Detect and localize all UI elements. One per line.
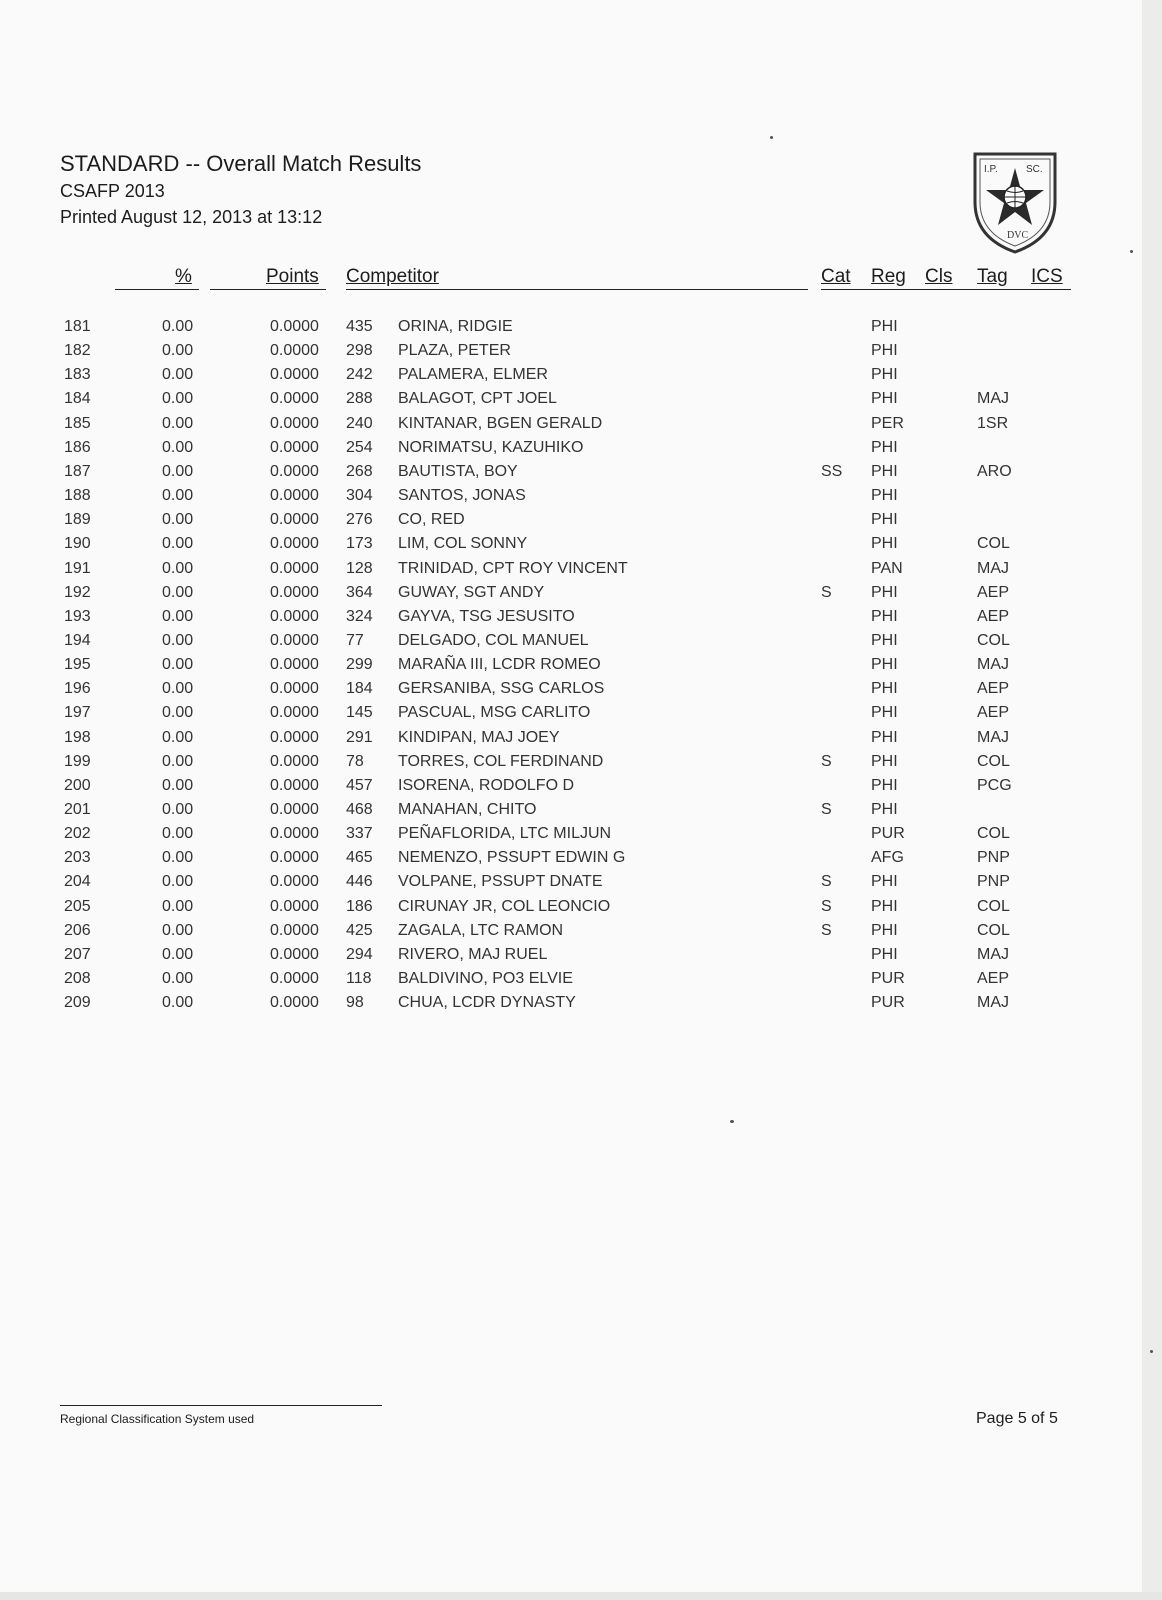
points-cell: 0.0000	[270, 970, 319, 988]
competitor-name-cell: NORIMATSU, KAZUHIKO	[398, 438, 584, 456]
points-cell: 0.0000	[270, 704, 319, 722]
tag-cell: COL	[977, 825, 1010, 843]
category-cell: S	[821, 897, 832, 915]
svg-text:SC.: SC.	[1026, 164, 1043, 175]
competitor-number-cell: 173	[346, 535, 373, 553]
points-cell: 0.0000	[270, 921, 319, 939]
printed-timestamp: Printed August 12, 2013 at 13:12	[60, 207, 323, 227]
competitor-name-cell: KINDIPAN, MAJ JOEY	[398, 728, 560, 746]
tag-cell: AEP	[977, 607, 1010, 625]
rank-cell: 209	[64, 994, 91, 1012]
tag-cell: MAJ	[977, 656, 1009, 674]
percent-cell: 0.00	[162, 994, 194, 1012]
points-cell: 0.0000	[270, 583, 319, 601]
percent-cell: 0.00	[162, 776, 194, 794]
percent-cell: 0.00	[162, 487, 194, 505]
tag-cell: MAJ	[977, 945, 1009, 963]
region-cell: PAN	[871, 559, 903, 577]
region-cell: PHI	[871, 318, 898, 335]
tag-cell: AEP	[977, 970, 1010, 988]
table-row	[0, 560, 1140, 584]
rank-cell: 196	[64, 680, 91, 698]
competitor-name-cell: CIRUNAY JR, COL LEONCIO	[398, 897, 611, 915]
table-row	[0, 511, 1140, 535]
percent-cell: 0.00	[162, 462, 194, 480]
tag-cell: COL	[977, 921, 1010, 939]
competitor-number-cell: 425	[346, 921, 373, 939]
rank-cell: 202	[64, 825, 91, 843]
points-cell: 0.0000	[270, 366, 319, 384]
tag-cell: PNP	[977, 849, 1010, 867]
percent-cell: 0.00	[162, 897, 194, 915]
table-row	[0, 318, 1140, 342]
rank-cell: 207	[64, 945, 91, 963]
points-cell: 0.0000	[270, 318, 319, 335]
competitor-number-cell: 118	[346, 970, 372, 988]
tag-cell: MAJ	[977, 559, 1009, 577]
rank-cell: 186	[64, 438, 91, 456]
table-row	[0, 825, 1140, 849]
points-cell: 0.0000	[270, 994, 319, 1012]
competitor-number-cell: 240	[346, 414, 373, 432]
scan-edge-bottom	[0, 1592, 1162, 1600]
rank-cell: 182	[64, 342, 91, 360]
scan-speck	[770, 136, 773, 139]
points-cell: 0.0000	[270, 511, 319, 529]
table-row	[0, 390, 1140, 414]
scan-speck	[1150, 1350, 1153, 1353]
competitor-name-cell: KINTANAR, BGEN GERALD	[398, 414, 603, 432]
competitor-name-cell: TRINIDAD, CPT ROY VINCENT	[398, 559, 628, 577]
competitor-name-cell: ISORENA, RODOLFO D	[398, 776, 575, 794]
competitor-number-cell: 242	[346, 366, 373, 384]
tag-cell: 1SR	[977, 414, 1009, 432]
col-header-points: Points	[266, 266, 319, 287]
percent-cell: 0.00	[162, 970, 194, 988]
rank-cell: 194	[64, 631, 91, 649]
competitor-number-cell: 324	[346, 607, 373, 625]
percent-cell: 0.00	[162, 825, 194, 843]
table-row	[0, 729, 1140, 753]
competitor-name-cell: DELGADO, COL MANUEL	[398, 631, 589, 649]
competitor-number-cell: 299	[346, 656, 373, 674]
percent-cell: 0.00	[162, 728, 194, 746]
points-cell: 0.0000	[270, 728, 319, 746]
table-row	[0, 439, 1140, 463]
region-cell: PHI	[871, 631, 898, 649]
region-cell: PHI	[871, 921, 898, 939]
competitor-name-cell: BALDIVINO, PO3 ELVIE	[398, 970, 573, 988]
competitor-number-cell: 98	[346, 994, 364, 1012]
points-cell: 0.0000	[270, 825, 319, 843]
tag-cell: AEP	[977, 583, 1010, 601]
competitor-number-cell: 298	[346, 342, 373, 360]
header-rule	[115, 289, 199, 290]
competitor-number-cell: 145	[346, 704, 373, 722]
points-cell: 0.0000	[270, 535, 319, 553]
col-header-reg: Reg	[871, 266, 906, 287]
rank-cell: 188	[64, 487, 91, 505]
competitor-number-cell: 276	[346, 511, 373, 529]
region-cell: PHI	[871, 728, 898, 746]
region-cell: PHI	[871, 656, 898, 674]
points-cell: 0.0000	[270, 487, 319, 505]
competitor-name-cell: BAUTISTA, BOY	[398, 462, 518, 480]
tag-cell: COL	[977, 752, 1010, 770]
competitor-number-cell: 294	[346, 945, 373, 963]
competitor-number-cell: 468	[346, 801, 373, 818]
competitor-name-cell: GAYVA, TSG JESUSITO	[398, 607, 575, 625]
table-row	[0, 704, 1140, 728]
category-cell: SS	[821, 462, 843, 480]
competitor-name-cell: ORINA, RIDGIE	[398, 318, 513, 335]
report-title: STANDARD -- Overall Match Results	[60, 151, 422, 176]
rank-cell: 203	[64, 849, 91, 867]
category-cell: S	[821, 801, 832, 818]
competitor-number-cell: 268	[346, 462, 373, 480]
table-row	[0, 584, 1140, 608]
percent-cell: 0.00	[162, 390, 194, 408]
rank-cell: 185	[64, 414, 91, 432]
table-row	[0, 753, 1140, 777]
col-header-competitor: Competitor	[346, 266, 439, 287]
points-cell: 0.0000	[270, 680, 319, 698]
footer-rule	[60, 1405, 382, 1406]
region-cell: PHI	[871, 897, 898, 915]
col-header-cat: Cat	[821, 266, 851, 287]
points-cell: 0.0000	[270, 656, 319, 674]
table-row	[0, 946, 1140, 970]
rank-cell: 187	[64, 462, 91, 480]
tag-cell: PCG	[977, 776, 1012, 794]
percent-cell: 0.00	[162, 921, 194, 939]
col-header-tag: Tag	[977, 266, 1008, 287]
match-name: CSAFP 2013	[60, 181, 165, 201]
col-header-cls: Cls	[925, 266, 953, 287]
rank-cell: 189	[64, 511, 91, 529]
percent-cell: 0.00	[162, 366, 194, 384]
tag-cell: AEP	[977, 704, 1010, 722]
region-cell: PUR	[871, 994, 905, 1012]
region-cell: PHI	[871, 438, 898, 456]
table-row	[0, 801, 1140, 825]
competitor-name-cell: PASCUAL, MSG CARLITO	[398, 704, 591, 722]
tag-cell: COL	[977, 631, 1010, 649]
competitor-name-cell: LIM, COL SONNY	[398, 535, 528, 553]
percent-cell: 0.00	[162, 704, 194, 722]
region-cell: AFG	[871, 849, 904, 867]
competitor-number-cell: 291	[346, 728, 373, 746]
header-rule	[821, 289, 1071, 290]
region-cell: PHI	[871, 801, 898, 818]
tag-cell: MAJ	[977, 994, 1009, 1012]
tag-cell: MAJ	[977, 390, 1009, 408]
competitor-name-cell: RIVERO, MAJ RUEL	[398, 945, 548, 963]
region-cell: PHI	[871, 462, 898, 480]
region-cell: PHI	[871, 607, 898, 625]
competitor-number-cell: 288	[346, 390, 373, 408]
competitor-name-cell: PLAZA, PETER	[398, 342, 511, 360]
table-row	[0, 898, 1140, 922]
table-row	[0, 994, 1140, 1018]
col-header-ics: ICS	[1031, 266, 1063, 287]
table-row	[0, 366, 1140, 390]
percent-cell: 0.00	[162, 873, 194, 891]
percent-cell: 0.00	[162, 680, 194, 698]
points-cell: 0.0000	[270, 945, 319, 963]
region-cell: PHI	[871, 366, 898, 384]
competitor-name-cell: NEMENZO, PSSUPT EDWIN G	[398, 849, 626, 867]
region-cell: PHI	[871, 945, 898, 963]
competitor-name-cell: ZAGALA, LTC RAMON	[398, 921, 564, 939]
points-cell: 0.0000	[270, 414, 319, 432]
points-cell: 0.0000	[270, 462, 319, 480]
region-cell: PUR	[871, 970, 905, 988]
points-cell: 0.0000	[270, 607, 319, 625]
page-number: Page 5 of 5	[976, 1410, 1058, 1427]
points-cell: 0.0000	[270, 776, 319, 794]
competitor-number-cell: 128	[346, 559, 373, 577]
points-cell: 0.0000	[270, 873, 319, 891]
region-cell: PHI	[871, 704, 898, 722]
competitor-number-cell: 465	[346, 849, 373, 867]
competitor-name-cell: MARAÑA III, LCDR ROMEO	[398, 656, 601, 674]
rank-cell: 190	[64, 535, 91, 553]
scan-edge	[1142, 0, 1162, 1600]
competitor-name-cell: GUWAY, SGT ANDY	[398, 583, 545, 601]
rank-cell: 201	[64, 801, 91, 818]
rank-cell: 206	[64, 921, 91, 939]
tag-cell: ARO	[977, 462, 1012, 480]
competitor-number-cell: 446	[346, 873, 373, 891]
percent-cell: 0.00	[162, 656, 194, 674]
competitor-name-cell: GERSANIBA, SSG CARLOS	[398, 680, 605, 698]
table-row	[0, 487, 1140, 511]
table-row	[0, 777, 1140, 801]
competitor-name-cell: MANAHAN, CHITO	[398, 801, 537, 818]
competitor-number-cell: 77	[346, 631, 364, 649]
points-cell: 0.0000	[270, 801, 319, 818]
tag-cell: COL	[977, 535, 1010, 553]
percent-cell: 0.00	[162, 607, 194, 625]
percent-cell: 0.00	[162, 945, 194, 963]
region-cell: PHI	[871, 752, 898, 770]
region-cell: PHI	[871, 583, 898, 601]
footer-note: Regional Classification System used	[60, 1412, 255, 1426]
region-cell: PHI	[871, 873, 898, 891]
table-row	[0, 415, 1140, 439]
table-row	[0, 849, 1140, 873]
percent-cell: 0.00	[162, 752, 194, 770]
competitor-number-cell: 337	[346, 825, 373, 843]
competitor-number-cell: 186	[346, 897, 373, 915]
competitor-number-cell: 364	[346, 583, 373, 601]
region-cell: PER	[871, 414, 904, 432]
report-header	[60, 150, 421, 230]
table-row	[0, 970, 1140, 994]
percent-cell: 0.00	[162, 801, 194, 818]
percent-cell: 0.00	[162, 342, 194, 360]
percent-cell: 0.00	[162, 631, 194, 649]
percent-cell: 0.00	[162, 414, 194, 432]
competitor-number-cell: 78	[346, 752, 364, 770]
competitor-name-cell: VOLPANE, PSSUPT DNATE	[398, 873, 603, 891]
competitor-number-cell: 254	[346, 438, 373, 456]
region-cell: PUR	[871, 825, 905, 843]
table-row	[0, 873, 1140, 897]
rank-cell: 195	[64, 656, 91, 674]
rank-cell: 198	[64, 728, 91, 746]
points-cell: 0.0000	[270, 897, 319, 915]
region-cell: PHI	[871, 390, 898, 408]
percent-cell: 0.00	[162, 559, 194, 577]
category-cell: S	[821, 873, 832, 891]
table-row	[0, 608, 1140, 632]
svg-text:DVC: DVC	[1007, 230, 1029, 241]
points-cell: 0.0000	[270, 559, 319, 577]
competitor-name-cell: PALAMERA, ELMER	[398, 366, 548, 384]
category-cell: S	[821, 752, 832, 770]
rank-cell: 184	[64, 390, 91, 408]
tag-cell: PNP	[977, 873, 1010, 891]
tag-cell: AEP	[977, 680, 1010, 698]
percent-cell: 0.00	[162, 849, 194, 867]
scan-speck	[730, 1120, 734, 1123]
points-cell: 0.0000	[270, 849, 319, 867]
rank-cell: 197	[64, 704, 91, 722]
points-cell: 0.0000	[270, 390, 319, 408]
competitor-name-cell: PEÑAFLORIDA, LTC MILJUN	[398, 825, 612, 843]
category-cell: S	[821, 583, 832, 601]
competitor-name-cell: CHUA, LCDR DYNASTY	[398, 994, 576, 1012]
table-row	[0, 535, 1140, 559]
rank-cell: 191	[64, 559, 91, 577]
points-cell: 0.0000	[270, 342, 319, 360]
tag-cell: MAJ	[977, 728, 1009, 746]
competitor-name-cell: CO, RED	[398, 511, 465, 529]
percent-cell: 0.00	[162, 318, 194, 335]
region-cell: PHI	[871, 511, 898, 529]
percent-cell: 0.00	[162, 511, 194, 529]
competitor-number-cell: 304	[346, 487, 373, 505]
table-row	[0, 680, 1140, 704]
col-header-percent: %	[175, 266, 192, 287]
competitor-name-cell: TORRES, COL FERDINAND	[398, 752, 604, 770]
percent-cell: 0.00	[162, 583, 194, 601]
rank-cell: 181	[64, 318, 91, 335]
region-cell: PHI	[871, 776, 898, 794]
header-rule	[210, 289, 326, 290]
rank-cell: 205	[64, 897, 91, 915]
table-row	[0, 463, 1140, 487]
percent-cell: 0.00	[162, 535, 194, 553]
table-row	[0, 656, 1140, 680]
region-cell: PHI	[871, 342, 898, 360]
table-row	[0, 342, 1140, 366]
tag-cell: COL	[977, 897, 1010, 915]
rank-cell: 208	[64, 970, 91, 988]
points-cell: 0.0000	[270, 752, 319, 770]
header-rule	[346, 289, 808, 290]
category-cell: S	[821, 921, 832, 939]
competitor-number-cell: 435	[346, 318, 373, 335]
region-cell: PHI	[871, 487, 898, 505]
region-cell: PHI	[871, 535, 898, 553]
competitor-number-cell: 457	[346, 776, 373, 794]
rank-cell: 193	[64, 607, 91, 625]
rank-cell: 192	[64, 583, 91, 601]
svg-text:I.P.: I.P.	[984, 164, 998, 175]
competitor-number-cell: 184	[346, 680, 373, 698]
competitor-name-cell: SANTOS, JONAS	[398, 487, 526, 505]
table-row	[0, 632, 1140, 656]
rank-cell: 199	[64, 752, 91, 770]
points-cell: 0.0000	[270, 438, 319, 456]
points-cell: 0.0000	[270, 631, 319, 649]
competitor-name-cell: BALAGOT, CPT JOEL	[398, 390, 557, 408]
table-row	[0, 922, 1140, 946]
rank-cell: 183	[64, 366, 91, 384]
rank-cell: 200	[64, 776, 91, 794]
scan-speck	[1130, 250, 1133, 253]
percent-cell: 0.00	[162, 438, 194, 456]
ipsc-logo-icon	[970, 150, 1060, 254]
rank-cell: 204	[64, 873, 91, 891]
region-cell: PHI	[871, 680, 898, 698]
